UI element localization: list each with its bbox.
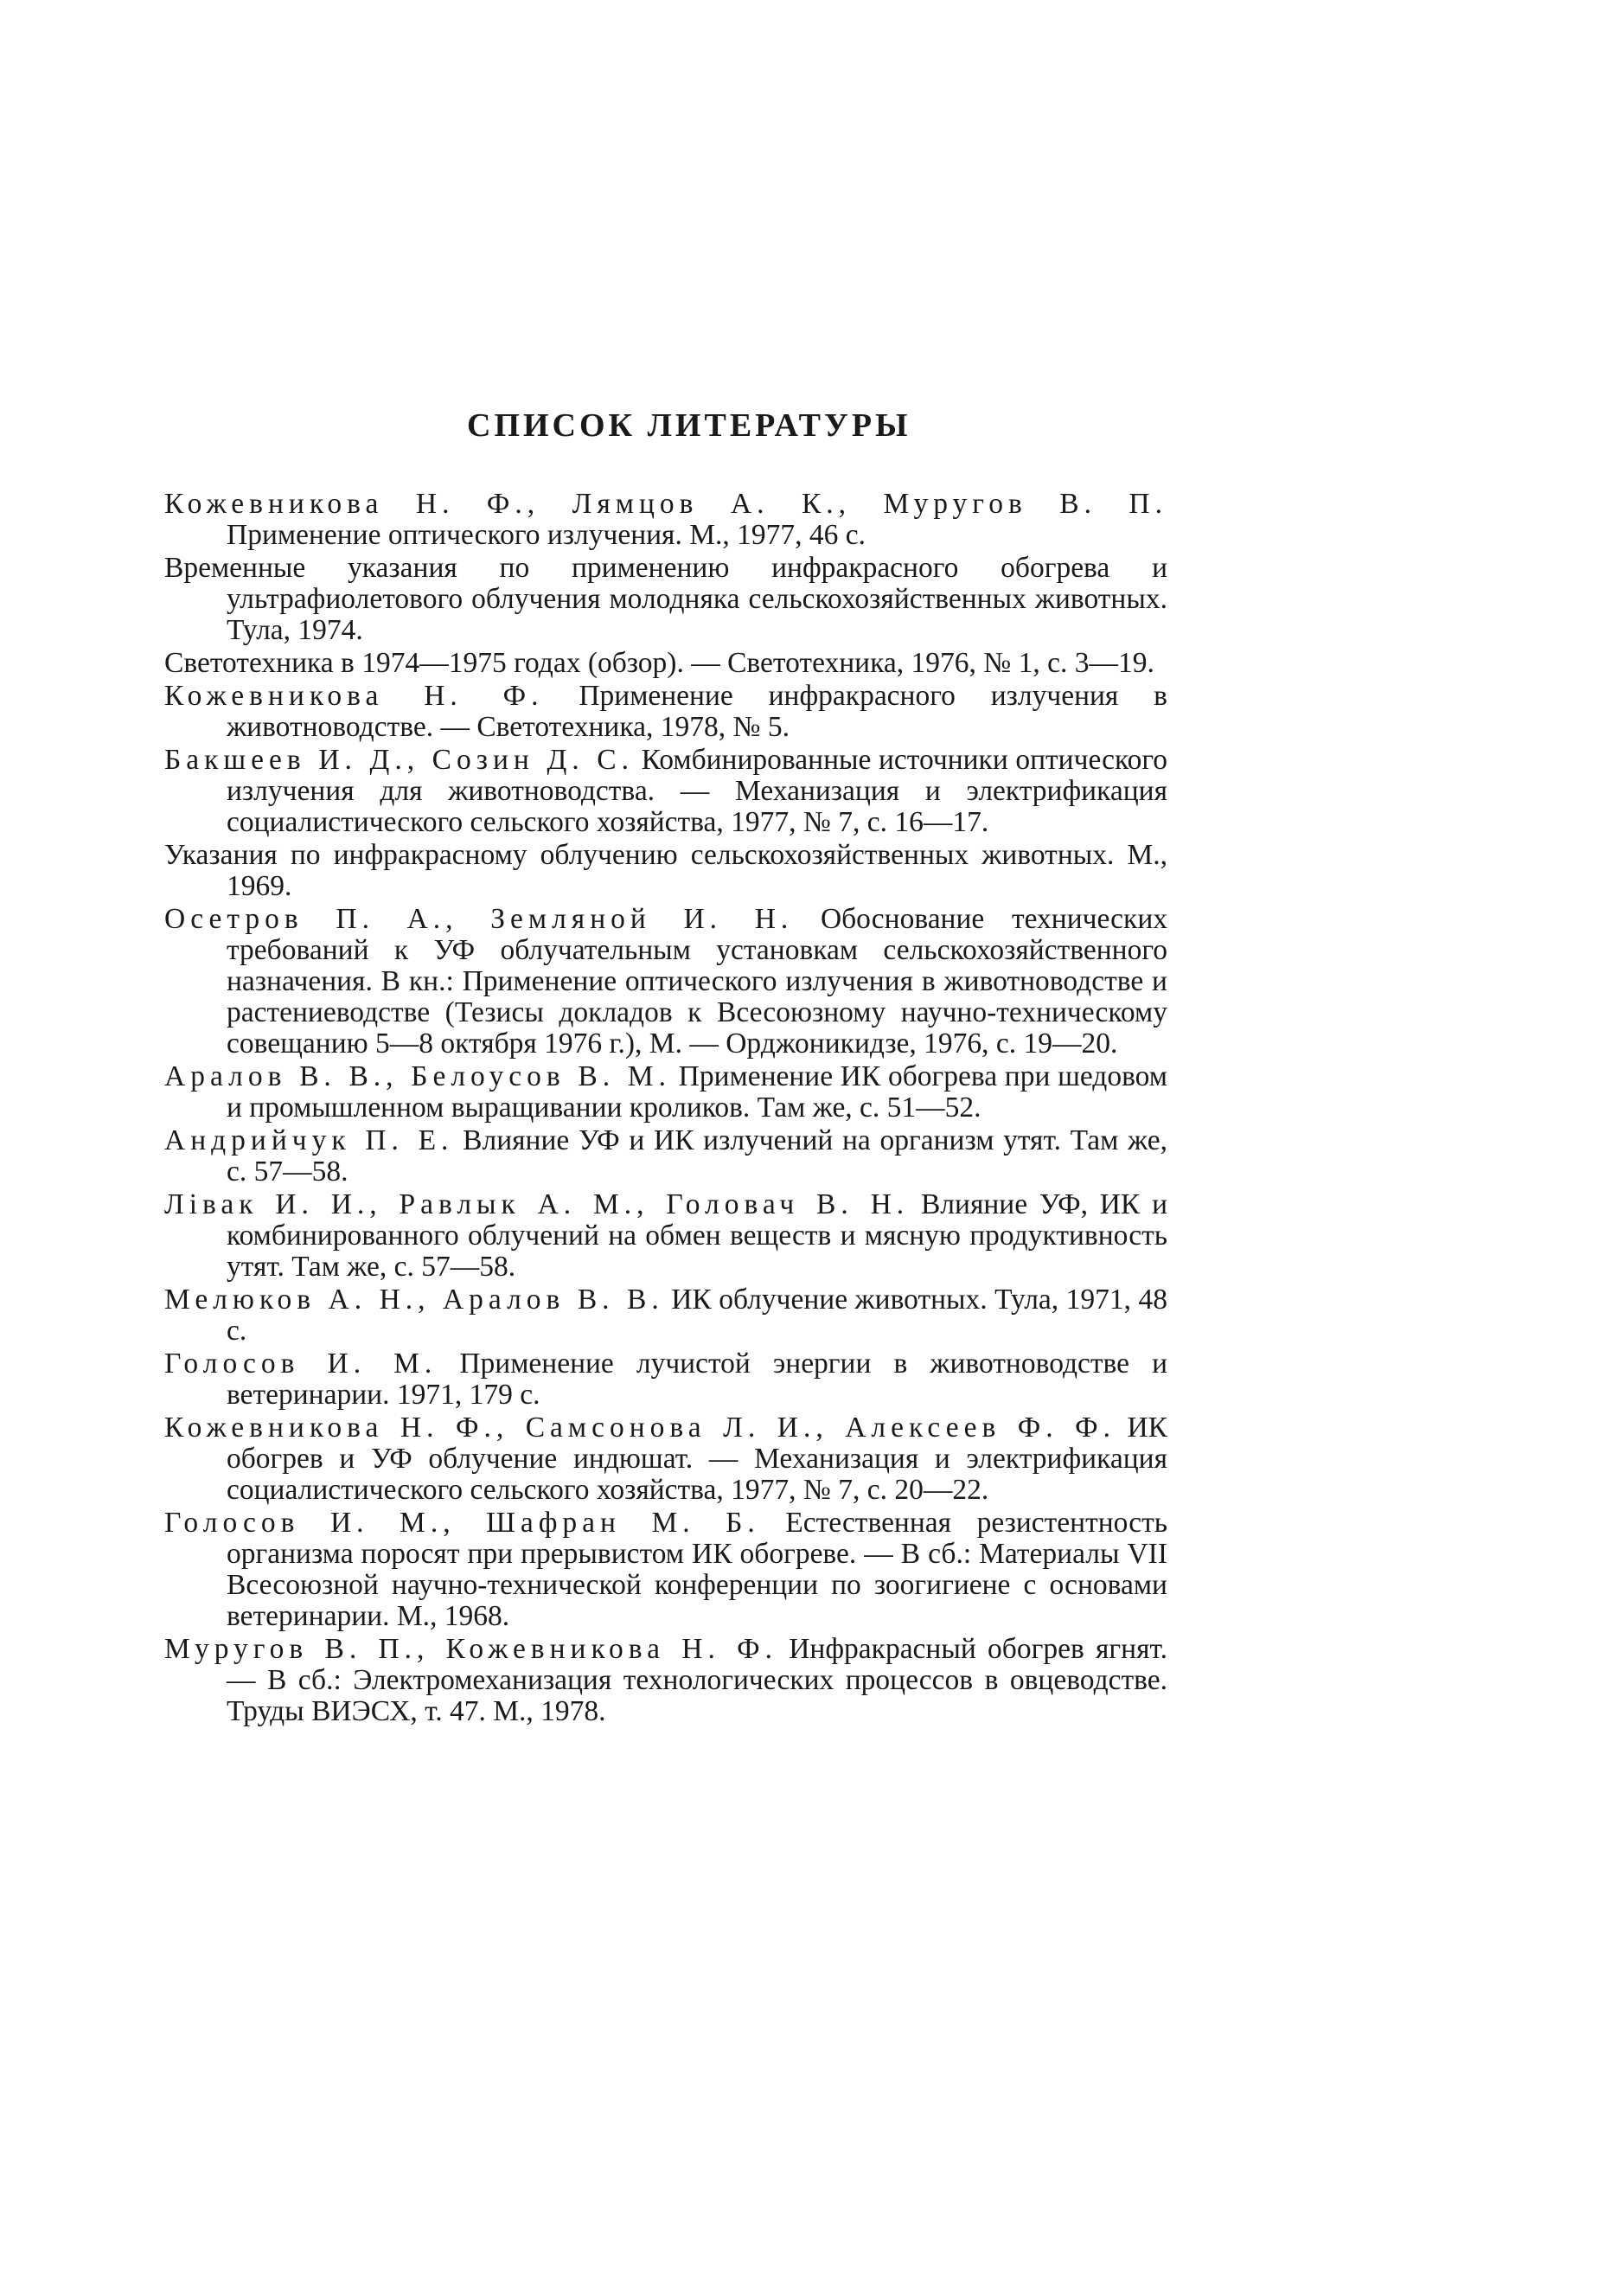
reference-authors: Кожевникова Н. Ф., Лямцов А. К., Муругов В. П.	[164, 488, 1167, 520]
page-title: СПИСОК ЛИТЕРАТУРЫ	[467, 407, 911, 444]
reference-text: ИК облучение животных. Тула, 1971, 48 с.	[227, 1284, 1167, 1347]
reference-text: ИК обогрев и УФ облучение индюшат. — Механизация и электрификация социалистического сельского хозяйства, 1977, № 7, с. 20—22.	[227, 1412, 1167, 1506]
reference-entry-4	[164, 681, 1167, 743]
reference-entry-1	[164, 489, 1167, 551]
reference-text: Временные указания по применению инфракрасного обогрева и ультрафиолетового облучения молодняка сельскохозяйственных животных. Тула, 1974.	[164, 552, 1167, 646]
reference-text: Применение лучистой энергии в животноводстве и ветеринарии. 1971, 179 с.	[227, 1348, 1167, 1411]
reference-text: Указания по инфракрасному облучению сельскохозяйственных животных. М., 1969.	[164, 839, 1167, 902]
reference-entry-14	[164, 1508, 1167, 1632]
reference-text: Светотехника в 1974—1975 годах (обзор). — Светотехника, 1976, № 1, с. 3—19.	[164, 647, 1154, 679]
reference-text: Инфракрасный обогрев ягнят. — В сб.: Электромеханизация технологических процессов в овцеводстве. Труды ВИЭСХ, т. 47. М., 1978.	[227, 1633, 1167, 1727]
reference-text: Естественная резистентность организма поросят при прерывистом ИК обогреве. — В сб.: Материалы VII Всесоюзной научно-технической конференции по зоогигиене с основами ветеринарии. М., 1968.	[227, 1507, 1168, 1632]
reference-entry-15	[164, 1634, 1167, 1727]
reference-authors: Кожевникова Н. Ф., Самсонова Л. И., Алексеев Ф. Ф.	[164, 1412, 1116, 1444]
reference-authors: Лівак И. И., Равлык А. М., Головач В. Н.	[164, 1188, 910, 1220]
reference-authors: Аралов В. В., Белоусов В. М.	[164, 1060, 671, 1092]
reference-text: Обоснование технических требований к УФ облучательным установкам сельскохозяйственного назначения. В кн.: Применение оптического излучения в животноводстве и растениеводстве (Тезисы докладов к Всесоюзному научно-техническому совещанию 5—8 октября 1976 г.), М. — Орджоникидзе, 1976, с. 19—20.	[227, 903, 1167, 1060]
reference-authors: Муругов В. П., Кожевникова Н. Ф.	[164, 1633, 777, 1665]
reference-entry-13	[164, 1412, 1167, 1506]
reference-entry-7	[164, 904, 1167, 1060]
reference-entry-10	[164, 1189, 1167, 1283]
reference-authors: Голосов И. М., Шафран М. Б.	[164, 1507, 760, 1539]
reference-authors: Мелюков А. Н., Аралов В. В.	[164, 1284, 664, 1316]
reference-entry-6	[164, 840, 1167, 902]
reference-list	[164, 489, 1167, 1729]
reference-text: Применение ИК обогрева при шедовом и промышленном выращивании кроликов. Там же, с. 51—52.	[227, 1060, 1167, 1124]
reference-entry-8	[164, 1061, 1167, 1124]
reference-authors: Бакшеев И. Д., Созин Д. С.	[164, 744, 634, 776]
reference-entry-2	[164, 553, 1167, 646]
reference-text: Применение инфракрасного излучения в животноводстве. — Светотехника, 1978, № 5.	[227, 680, 1167, 743]
reference-text: Влияние УФ и ИК излучений на организм утят. Там же, с. 57—58.	[227, 1124, 1167, 1188]
reference-entry-3	[164, 648, 1167, 679]
reference-entry-12	[164, 1348, 1167, 1411]
reference-entry-9	[164, 1125, 1167, 1188]
reference-text: Применение оптического излучения. М., 1977, 46 с.	[227, 519, 866, 551]
reference-authors: Андрийчук П. Е.	[164, 1124, 454, 1156]
reference-authors: Кожевникова Н. Ф.	[164, 680, 544, 712]
reference-text: Комбинированные источники оптического излучения для животноводства. — Механизация и электрификация социалистического сельского хозяйства, 1977, № 7, с. 16—17.	[227, 744, 1167, 838]
reference-entry-5	[164, 745, 1167, 838]
reference-text: Влияние УФ, ИК и комбинированного облучений на обмен веществ и мясную продуктивность утят. Там же, с. 57—58.	[227, 1188, 1167, 1283]
reference-entry-11	[164, 1284, 1167, 1347]
reference-authors: Осетров П. А., Земляной И. Н.	[164, 903, 794, 935]
reference-authors: Голосов И. М.	[164, 1348, 438, 1380]
